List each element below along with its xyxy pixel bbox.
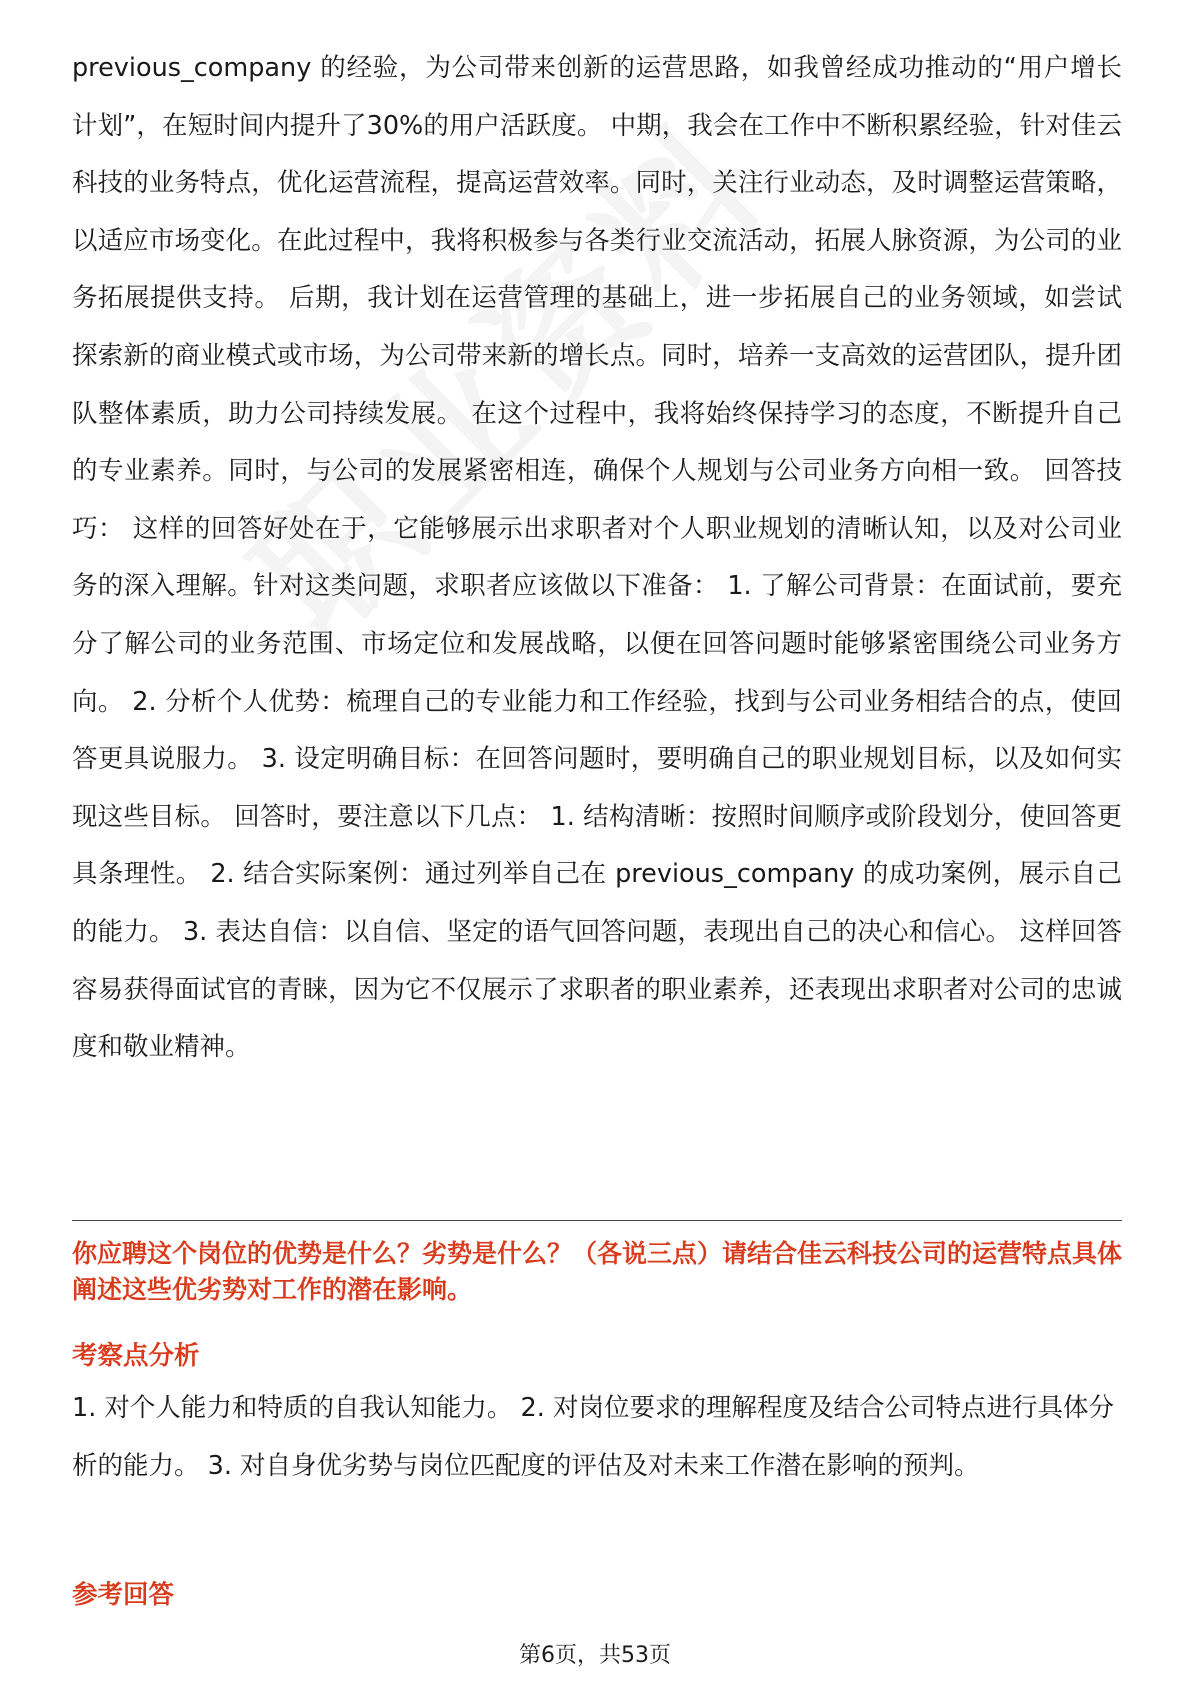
analysis-text: 1. 对个人能力和特质的自我认知能力。 2. 对岗位要求的理解程度及结合公司特点进行具体分析的能力。 3. 对自身优劣势与岗位匹配度的评估及对未来工作潜在影响的预判。: [72, 1393, 1114, 1481]
page-number: 第6页，共53页: [519, 1643, 671, 1668]
answer-heading: 参考回答: [72, 1580, 175, 1610]
body-content: [72, 40, 1122, 1077]
interview-question: 你应聘这个岗位的优势是什么？劣势是什么？（各说三点）请结合佳云科技公司的运营特点具体阐述这些优劣势对工作的潜在影响。: [72, 1239, 1123, 1304]
analysis-heading: 考察点分析: [72, 1341, 200, 1371]
body-paragraph: previous_company 的经验，为公司带来创新的运营思路，如我曾经成功推动的“用户增长计划”，在短时间内提升了30%的用户活跃度。 中期，我会在工作中不断积累经验，针对佳云科技的业务特点，优化运营流程，提高运营效率。同时，关注行业动态，及时调整运营策略，以适应市场变化。在此过程中，我将积极参与各类行业交流活动，拓展人脉资源，为公司的业务拓展提供支持。 后期，我计划在运营管理的基础上，进一步拓展自己的业务领域，如尝试探索新的商业模式或市场，为公司带来新的增长点。同时，培养一支高效的运营团队，提升团队整体素质，助力公司持续发展。 在这个过程中，我将始终保持学习的态度，不断提升自己的专业素养。同时，与公司的发展紧密相连，确保个人规划与公司业务方向相一致。 回答技巧： 这样的回答好处在于，它能够展示出求职者对个人职业规划的清晰认知，以及对公司业务的深入理解。针对这类问题，求职者应该做以下准备： 1. 了解公司背景：在面试前，要充分了解公司的业务范围、市场定位和发展战略，以便在回答问题时能够紧密围绕公司业务方向。 2. 分析个人优势：梳理自己的专业能力和工作经验，找到与公司业务相结合的点，使回答更具说服力。 3. 设定明确目标：在回答问题时，要明确自己的职业规划目标，以及如何实现这些目标。 回答时，要注意以下几点： 1. 结构清晰：按照时间顺序或阶段划分，使回答更具条理性。 2. 结合实际案例：通过列举自己在 previous_company 的成功案例，展示自己的能力。 3. 表达自信：以自信、坚定的语气回答问题，表现出自己的决心和信心。 这样回答容易获得面试官的青睐，因为它不仅展示了求职者的职业素养，还表现出求职者对公司的忠诚度和敬业精神。: [72, 53, 1122, 1063]
section-divider: [72, 1220, 1122, 1221]
